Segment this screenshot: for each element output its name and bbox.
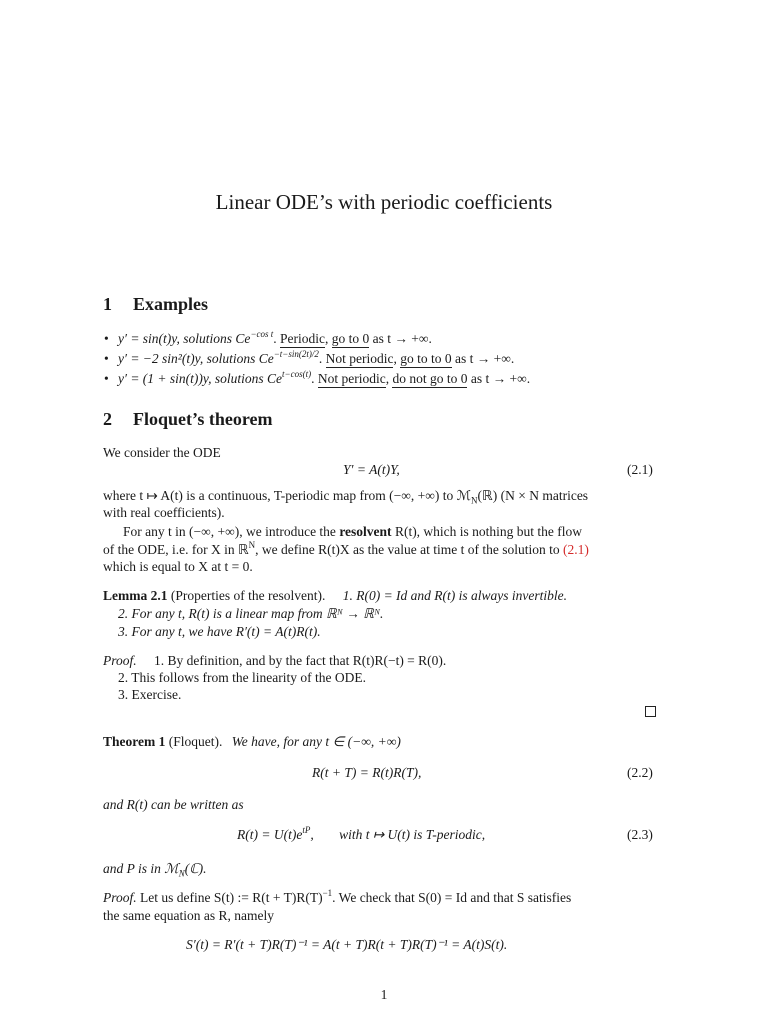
paragraph-where-cont: with real coefficients).: [103, 505, 225, 520]
proof-2-line-2: the same equation as R, namely: [103, 908, 274, 923]
example-item-3: • y′ = (1 + sin(t))y, solutions $Ce^{t-cos(t)}$. Not periodic, do not go to 0 as t → +∞.: [118, 370, 530, 387]
example-item-1: • y′ = sin(t)y, solutions $Ce^{-cos t}$. Periodic, go to 0 as t → +∞.: [118, 330, 432, 347]
lemma-2-1: Lemma 2.1 (Properties of the resolvent). 1. R(0) = Id and R(t) is always invertible.: [103, 588, 568, 603]
proof-2: Proof. Let us define S(t) := $R(t + T)R(T)^{-1}$. We check that S(0) = Id and that S satisfies: [103, 888, 572, 905]
theorem-P-in: and P is in ℳ$_N$(ℂ).: [103, 861, 207, 879]
section-number: 2: [103, 409, 112, 429]
proof-1: Proof. 1. By definition, and by the fact that R(t)R(−t) = R(0).: [103, 653, 447, 668]
term-resolvent: resolvent: [339, 524, 392, 539]
equation-number-2-3: (2.3): [627, 827, 653, 842]
proof-1-item-3: 3. Exercise.: [118, 687, 182, 702]
paragraph-where: where t ↦ A(t) is a continuous, T-periodic map from (−∞, +∞) to ℳ$_N$(ℝ) (N × N matrices: [103, 488, 589, 506]
section-title: Floquet’s theorem: [133, 409, 273, 429]
paragraph-resolvent-line2: of the ODE, i.e. for X in ℝ$^N$, we define R(t)X as the value at time t of the solution to (2.1): [103, 540, 589, 557]
paragraph-resolvent-line3: which is equal to X at t = 0.: [103, 559, 253, 574]
lemma-label: Lemma 2.1: [103, 588, 168, 603]
theorem-written-as: and R(t) can be written as: [103, 797, 244, 812]
equation-2-2: R(t + T) = R(t)R(T),: [312, 765, 422, 780]
paragraph-consider: We consider the ODE: [103, 445, 221, 460]
theorem-1: Theorem 1 (Floquet). We have, for any t ∈ (−∞, +∞): [103, 734, 401, 749]
equation-number-2-1: (2.1): [627, 462, 653, 477]
equation-number-2-2: (2.2): [627, 765, 653, 780]
proof-label: Proof.: [103, 653, 137, 668]
equation-2-3: $R(t) = U(t)e^{tP}$, with t ↦ U(t) is T-periodic,: [237, 825, 486, 842]
section-2-heading: [103, 409, 272, 430]
lemma-item-3: 3. For any t, we have R′(t) = A(t)R(t).: [118, 624, 321, 639]
page-number: 1: [380, 987, 388, 1002]
proof-label: Proof.: [103, 890, 137, 905]
equation-reference-link[interactable]: (2.1): [562, 542, 589, 557]
section-title: Examples: [133, 294, 209, 314]
example-item-2: • y′ = −2 sin²(t)y, solutions $Ce^{-t-sin(2t)/2}$. Not periodic, go to to 0 as t → +∞.: [118, 350, 514, 367]
section-number: 1: [103, 294, 112, 314]
lemma-item-2: 2. For any t, R(t) is a linear map from ℝᴺ → ℝᴺ.: [118, 606, 384, 621]
theorem-label: Theorem 1: [103, 734, 166, 749]
paper-title: Linear ODE’s with periodic coefficients: [215, 190, 553, 214]
equation-final: S′(t) = R′(t + T)R(T)⁻¹ = A(t + T)R(t + T)R(T)⁻¹ = A(t)S(t).: [186, 937, 508, 952]
paragraph-resolvent: For any t in (−∞, +∞), we introduce the resolvent R(t), which is nothing but the flow: [123, 524, 583, 539]
section-1-heading: [103, 294, 208, 315]
equation-2-1: Y′ = A(t)Y,: [343, 462, 400, 477]
qed-square: [645, 706, 656, 717]
proof-1-item-2: 2. This follows from the linearity of the ODE.: [118, 670, 366, 685]
